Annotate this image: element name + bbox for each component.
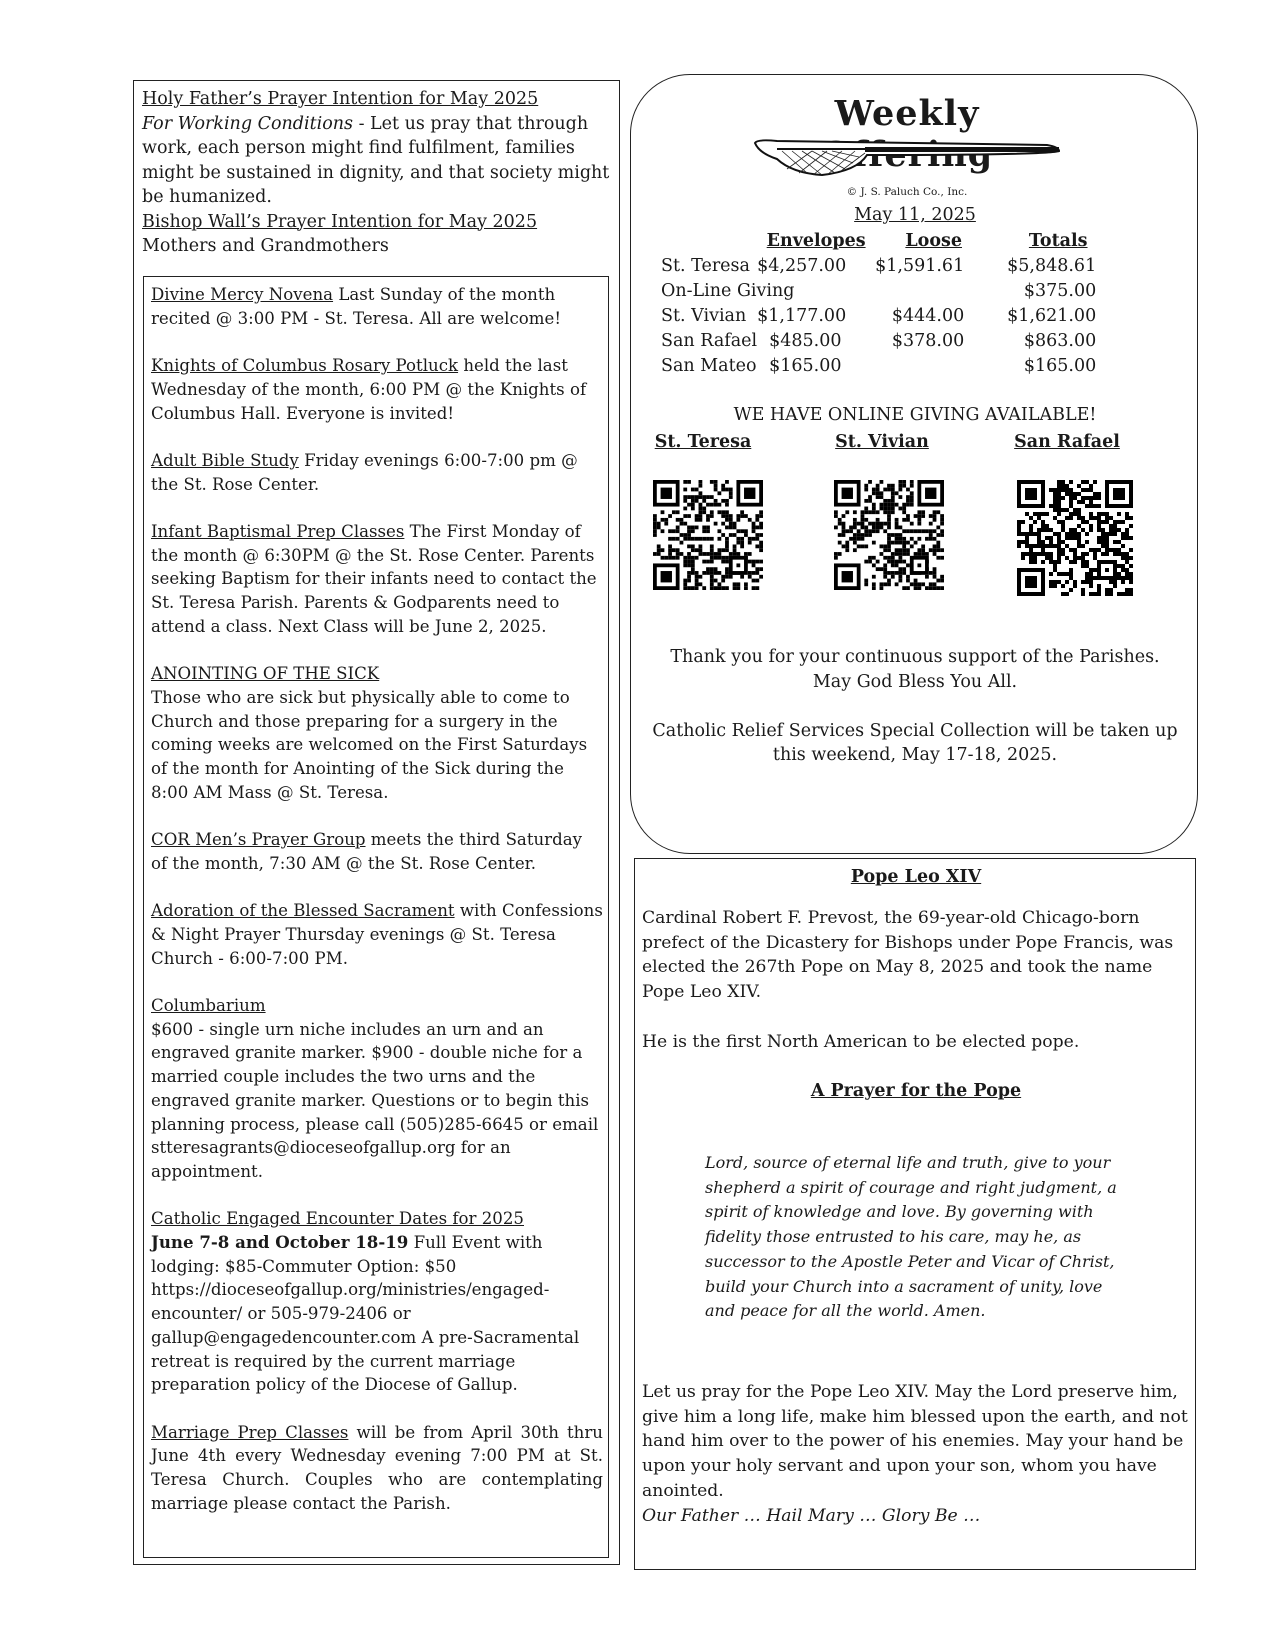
envelopes-value: $485.00	[769, 331, 842, 351]
announcements-box	[143, 276, 609, 1558]
qr-code-st-teresa[interactable]	[653, 480, 763, 590]
pope-title: Pope Leo XIV	[850, 867, 982, 887]
weekly-offering-box	[630, 74, 1198, 854]
weekly-offering-logo	[747, 93, 1067, 198]
parish-name: San Mateo	[661, 356, 757, 376]
announcement-title: Knights of Columbus Rosary Potluck	[151, 356, 459, 376]
bishop-intention-text: Mothers and Grandmothers	[142, 236, 389, 256]
announcement	[151, 994, 603, 1184]
pope-paragraph-1: Cardinal Robert F. Prevost, the 69-year-old Chicago-born prefect of the Dicastery for Bishops under Pope Francis, was elected the 267th Pope on May 8, 2025 and took the name Pope Leo XIV.	[642, 908, 1174, 1003]
logo-copyright: © J. S. Paluch Co., Inc.	[846, 186, 968, 198]
online-giving-notice: WE HAVE ONLINE GIVING AVAILABLE!	[733, 405, 1097, 425]
announcement-text: Full Event with lodging: $85-Commuter Option: $50 https://dioceseofgallup.org/ministries/engaged-encounter/ or 505-979-2406 or gallup@engagedencounter.com A pre-Sacramental retreat is required by the current marriage preparation policy of the Diocese of Gallup.	[151, 1233, 580, 1395]
announcement-text: meets the third Saturday of the month, 7:30 AM @ the St. Rose Center.	[151, 830, 583, 873]
announcement-title: Adoration of the Blessed Sacrament	[151, 901, 455, 921]
qr-code-san-rafael[interactable]	[1017, 480, 1133, 596]
offering-date-wrap	[631, 205, 1199, 225]
table-row	[661, 304, 1124, 329]
announcement-text: Those who are sick but physically able to come to Church and those preparing for a surgery in the coming weeks are welcomed on the First Saturdays of the month for Anointing of the Sick during the 8:00 AM Mass @ St. Teresa.	[151, 687, 588, 802]
announcement-dates: June 7-8 and October 18-19	[151, 1232, 409, 1252]
prayer-text: Lord, source of eternal life and truth, give to your shepherd a spirit of courage and right judgment, a spirit of knowledge and love. By governing with fidelity those entrusted to his care, may he, as successor to the Apostle Peter and Vicar of Christ, build your Church into a sacrament of unity, love and peace for all the world. Amen.	[705, 1153, 1117, 1321]
envelopes-value: $4,257.00	[757, 256, 847, 276]
announcement-title: Catholic Engaged Encounter Dates for 2025	[151, 1209, 524, 1229]
pope-paragraph-2: He is the first North American to be elected pope.	[642, 1031, 1080, 1052]
announcement	[151, 1421, 603, 1516]
announcement	[151, 520, 603, 639]
logo-title: Weekly	[834, 93, 980, 134]
announcement-title: Columbarium	[151, 995, 266, 1015]
announcement	[151, 1207, 603, 1397]
table-header-row	[661, 229, 1124, 254]
pope-body	[642, 906, 1187, 1054]
announcement	[151, 283, 603, 330]
col-totals: Totals	[1028, 231, 1088, 251]
announcement-title: Adult Bible Study	[151, 450, 299, 470]
qr-code-st-vivian[interactable]	[834, 480, 944, 590]
announcement-title: ANOINTING OF THE SICK	[151, 664, 380, 684]
parish-name: St. Teresa	[661, 256, 750, 276]
announcement	[151, 354, 603, 425]
total-value: $165.00	[1023, 356, 1097, 376]
prayer-intentions	[142, 87, 612, 259]
loose-value: $378.00	[891, 331, 965, 351]
thanks-line-2: May God Bless You All.	[812, 671, 1018, 692]
announcement-text: Friday evenings 6:00-7:00 pm @ the St. Rose Center.	[151, 450, 578, 494]
loose-value: $1,591.61	[875, 256, 965, 276]
closing-text: Let us pray for the Pope Leo XIV. May the Lord preserve him, give him a long life, make him blessed upon the earth, and not hand him over to the power of his enemies. May your hand be upon your holy servant and upon your son, whom you have anointed.	[642, 1382, 1188, 1501]
loose-value: $444.00	[891, 306, 965, 326]
announcement-text: Last Sunday of the month recited @ 3:00 PM - St. Teresa. All are welcome!	[151, 285, 561, 328]
closing-italic: Our Father … Hail Mary … Glory Be …	[642, 1505, 981, 1526]
left-column	[133, 80, 620, 1565]
total-value: $5,848.61	[1007, 256, 1097, 276]
announcement-title: Divine Mercy Novena	[151, 285, 334, 304]
col-loose: Loose	[905, 231, 962, 251]
prayer-title: A Prayer for the Pope	[810, 1081, 1022, 1101]
qr-label-st-vivian[interactable]: St. Vivian	[835, 432, 929, 452]
col-envelopes: Envelopes	[766, 231, 866, 251]
thanks-line-1: Thank you for your continuous support of the Parishes.	[670, 647, 1160, 667]
envelopes-value: $165.00	[769, 356, 842, 376]
bishop-intention-title: Bishop Wall’s Prayer Intention for May 2025	[142, 211, 538, 232]
holy-father-intention-subtitle: For Working Conditions	[142, 113, 353, 134]
holy-father-intention-title: Holy Father’s Prayer Intention for May 2025	[142, 89, 539, 109]
crs-line-1: Catholic Relief Services Special Collection will be taken up	[652, 720, 1178, 741]
table-row	[661, 279, 1124, 304]
parish-name: San Rafael	[661, 331, 758, 351]
parish-name: St. Vivian	[661, 306, 747, 326]
thanks-message	[631, 645, 1199, 768]
offering-table	[661, 229, 1124, 379]
announcement-title: Infant Baptismal Prep Classes	[151, 521, 405, 541]
announcement-text: will be from April 30th thru June 4th every Wednesday evening 7:00 PM at St. Teresa Church. Couples who are contemplating marriage please contact the Parish.	[151, 1422, 603, 1513]
announcement	[151, 449, 603, 496]
crs-line-2: this weekend, May 17-18, 2025.	[772, 745, 1058, 765]
table-row	[661, 329, 1124, 354]
qr-label-st-teresa[interactable]: St. Teresa	[654, 432, 752, 452]
total-value: $1,621.00	[1007, 306, 1097, 326]
closing-prayer	[642, 1380, 1192, 1528]
announcement	[151, 828, 603, 875]
announcement-title: COR Men’s Prayer Group	[151, 830, 366, 850]
total-value: $375.00	[1023, 281, 1097, 301]
announcement-title: Marriage Prep Classes	[151, 1422, 349, 1442]
announcement-text: The First Monday of the month @ 6:30PM @ the St. Rose Center. Parents seeking Baptism for their infants need to contact the St. Teresa Parish. Parents & Godparents need to attend a class. Next Class will be June 2, 2025.	[151, 521, 597, 636]
announcement	[151, 899, 603, 970]
table-row	[661, 254, 1124, 279]
parish-name: On-Line Giving	[661, 281, 795, 301]
offering-date: May 11, 2025	[854, 205, 976, 225]
announcement-text: held the last Wednesday of the month, 6:00 PM @ the Knights of Columbus Hall. Everyone is invited!	[151, 356, 587, 423]
announcement-text: with Confessions & Night Prayer Thursday evenings @ St. Teresa Church - 6:00-7:00 PM.	[151, 901, 603, 968]
offering-basket-icon	[747, 93, 1067, 183]
table-row	[661, 354, 1124, 379]
pope-box	[634, 858, 1196, 1570]
loose-value	[875, 354, 992, 379]
holy-father-intention-text: - Let us pray that through work, each person might find fulfilment, families might be sustained in dignity, and that society might be humanized.	[142, 113, 610, 207]
announcement	[151, 662, 603, 804]
qr-label-san-rafael[interactable]: San Rafael	[1014, 432, 1120, 452]
total-value: $863.00	[1023, 331, 1097, 351]
announcement-text: $600 - single urn niche includes an urn and an engraved granite marker. $900 - double niche for a married couple includes the two urns and the engraved granite marker. Questions or to begin this planning process, please call (505)285-6645 or email stteresagrants@dioceseofgallup.org for an appointment.	[151, 1019, 599, 1181]
envelopes-value: $1,177.00	[757, 306, 847, 326]
